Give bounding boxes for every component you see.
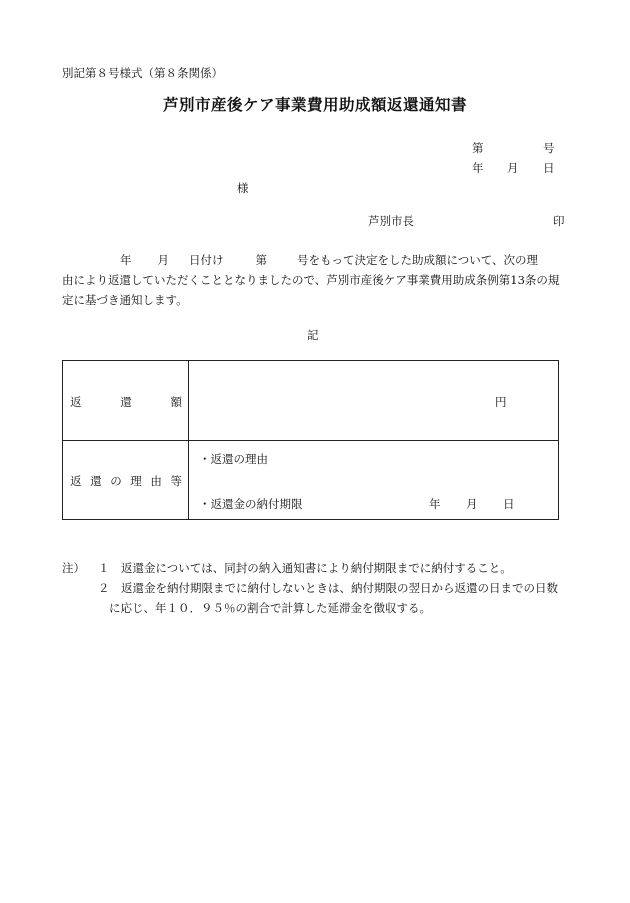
body-dated: 日付け — [189, 253, 224, 267]
body-paragraph — [62, 250, 564, 310]
body-line-2: 由により返還していただくこととなりましたので、芦別市産後ケア事業費用助成条例第13条の規 — [62, 273, 560, 287]
reason-row — [63, 440, 558, 519]
note-1-number: １ — [98, 561, 110, 575]
date-day: 日 — [543, 161, 555, 175]
amount-row — [63, 361, 558, 441]
note-2-number: ２ — [98, 581, 110, 595]
body-line-1 — [62, 250, 564, 270]
document-title: 芦別市産後ケア事業費用助成額返還通知書 — [162, 95, 467, 114]
date-year: 年 — [472, 161, 484, 175]
body-line-3: 定に基づき通知します。 — [62, 293, 188, 307]
body-dai: 第 — [255, 253, 267, 267]
note-1-text: 返還金については、同封の納入通知書により納付期限までに納付すること。 — [121, 561, 512, 575]
deadline-item: ・返還金の納付期限 — [199, 497, 303, 511]
amount-label: 返還額 — [70, 395, 182, 409]
form-label: 別記第８号様式（第８条関係） — [62, 66, 223, 80]
body-year: 年 — [120, 253, 132, 267]
doc-number-go: 号 — [543, 141, 555, 155]
body-rest-line1: 号をもって決定をした助成額について、次の理 — [297, 253, 539, 267]
date-month: 月 — [507, 161, 519, 175]
deadline-year: 年 — [429, 497, 441, 511]
deadline-month: 月 — [466, 497, 478, 511]
reason-item: ・返還の理由 — [199, 452, 268, 466]
addressee-suffix: 様 — [237, 181, 249, 195]
note-2-text-line2: に応じ、年１０．９５％の割合で計算した延滞金を徴収する。 — [109, 601, 431, 615]
issuer-name: 芦別市長 — [368, 214, 414, 228]
reason-label: 返還の理由等 — [70, 474, 182, 488]
detail-table — [62, 360, 559, 520]
doc-number-dai: 第 — [472, 141, 484, 155]
notes-head: 注） — [62, 561, 85, 575]
body-month: 月 — [157, 253, 169, 267]
ki-heading: 記 — [307, 328, 319, 342]
note-2-text-line1: 返還金を納付期限までに納付しないときは、納付期限の翌日から返還の日までの日数 — [121, 581, 558, 595]
deadline-day: 日 — [503, 497, 515, 511]
yen-unit: 円 — [495, 395, 507, 409]
seal-mark: 印 — [553, 214, 565, 228]
